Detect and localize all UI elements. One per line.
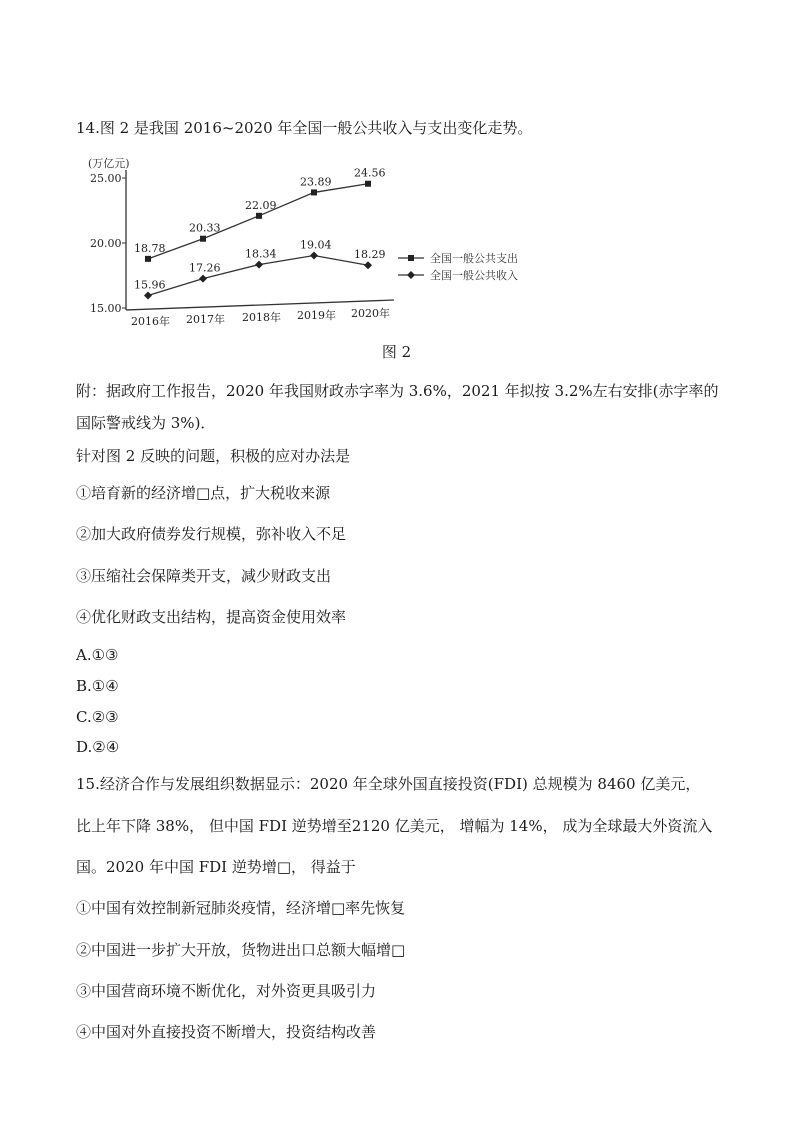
data-label: 24.56 [354,166,386,180]
y-tick-label: 15.00 [90,302,122,315]
q14-item-2: ②加大政府债券发行规模，弥补收入不足 [76,525,347,543]
chart-unit-label: (万亿元) [88,157,130,170]
q14-item-3: ③压缩社会保障类开支，减少财政支出 [76,567,332,585]
x-tick-label: 2017年 [186,313,225,327]
legend-marker-diamond [407,271,415,279]
q14-stem: 14.图 2 是我国 2016~2020 年全国一般公共收入与支出变化走势。 [76,119,533,137]
legend-label: 全国一般公共支出 [430,252,518,265]
x-tick-label: 2016年 [131,315,170,329]
data-label: 22.09 [245,198,277,212]
q14-item-1: ①培育新的经济增□点，扩大税收来源 [76,484,331,502]
q15-item-3: ③中国营商环境不断优化，对外资更具吸引力 [76,982,377,1000]
income-expenditure-chart [76,148,546,333]
q15-item-1: ①中国有效控制新冠肺炎疫情，经济增□率先恢复 [76,899,406,917]
legend-label: 全国一般公共收入 [430,269,518,282]
q14-question: 针对图 2 反映的问题，积极的应对办法是 [76,447,351,465]
data-point-income [310,251,318,259]
q14-option-d[interactable]: D.②④ [76,738,120,756]
data-label: 18.78 [134,241,166,255]
q15-item-4: ④中国对外直接投资不断增大，投资结构改善 [76,1023,377,1041]
data-point-expenditure [311,189,317,195]
figure-caption: 图 2 [381,343,412,361]
q14-item-4: ④优化财政支出结构，提高资金使用效率 [76,608,347,626]
x-tick-label: 2019年 [297,308,336,322]
q15-stem-line2: 比上年下降 38%， 但中国 FDI 逆势增至2120 亿美元， 增幅为 14%， 成为全球最大外资流入 [76,817,713,835]
q15-stem-line3: 国。2020 年中国 FDI 逆势增□， 得益于 [76,858,356,876]
q14-note-line2: 国际警戒线为 3%)． [76,414,216,432]
y-tick-label: 25.00 [90,172,122,185]
q15-item-2: ②中国进一步扩大开放，货物进出口总额大幅增□ [76,941,406,959]
data-label: 20.33 [189,221,221,235]
data-point-expenditure [200,236,206,242]
data-point-expenditure [365,181,371,187]
data-point-expenditure [145,256,151,262]
data-point-expenditure [256,213,262,219]
y-tick-label: 20.00 [90,237,122,250]
data-point-income [199,275,207,283]
series-line-2 [148,255,368,295]
data-label: 17.26 [189,261,221,275]
data-point-income [364,261,372,269]
data-label: 18.34 [245,247,277,261]
data-label: 19.04 [300,238,332,252]
data-point-income [144,292,152,300]
data-point-income [255,261,263,269]
data-label: 23.89 [300,175,332,189]
data-label: 15.96 [134,278,166,292]
q14-note-line1: 附：据政府工作报告，2020 年我国财政赤字率为 3.6%，2021 年拟按 3.2%左右安排(赤字率的 [76,382,719,400]
q14-option-b[interactable]: B.①④ [76,677,119,695]
x-tick-label: 2018年 [242,311,281,325]
legend-marker-square [408,255,414,261]
data-label: 18.29 [354,248,386,262]
q14-option-c[interactable]: C.②③ [76,708,119,726]
q15-stem-line1: 15.经济合作与发展组织数据显示：2020 年全球外国直接投资(FDI) 总规模为 8460 亿美元， [76,775,701,793]
q14-option-a[interactable]: A.①③ [76,646,119,664]
x-tick-label: 2020年 [351,306,390,320]
